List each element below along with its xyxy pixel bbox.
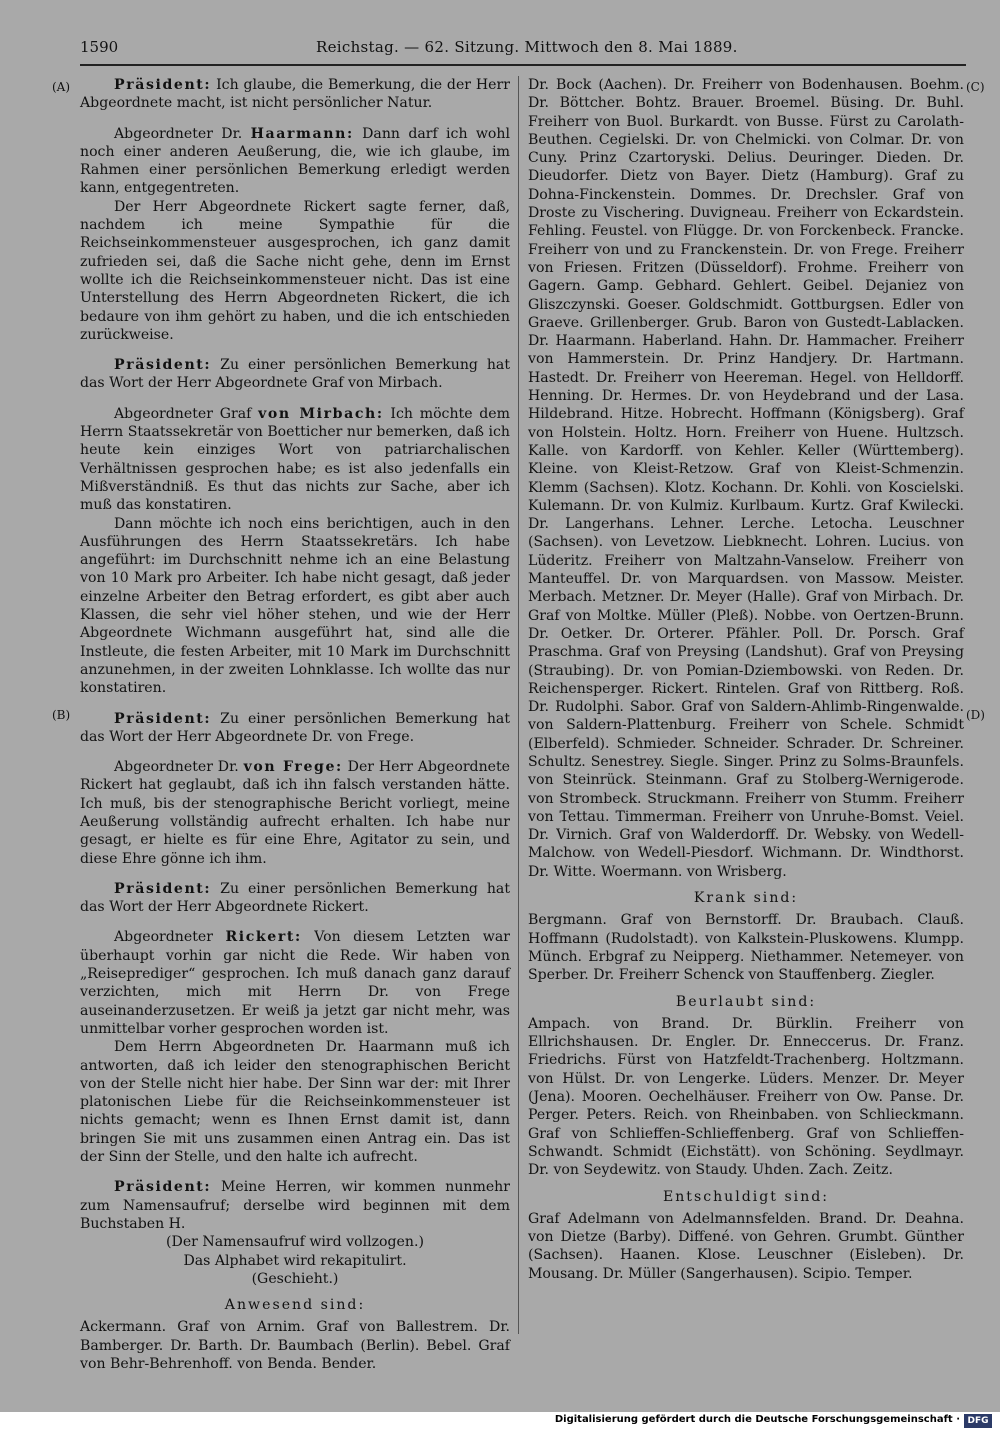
section-heading-excused: Entschuldigt sind:: [662, 1188, 830, 1205]
speaker-label: Präsident:: [114, 357, 212, 374]
left-column: [80, 76, 510, 1373]
stage-direction: (Geschieht.): [251, 1270, 339, 1287]
speaker-intro: Abgeordneter: [114, 929, 226, 946]
speaker-label: Präsident:: [114, 880, 212, 897]
speaker-intro: Abgeordneter Dr.: [114, 125, 251, 142]
paragraph: Dem Herrn Abgeordneten Dr. Haarmann muß ich antworten, daß ich leider den stenographischen Bericht von der Stelle nicht hier habe. Der Sinn war der: mit Ihrer platonischen Liebe für die Reichseinkommensteuer ist nichts gemacht; wenn es Ihnen Ernst damit ist, dann bringen Sie mit uns zusammen einen Antrag ein. Das ist der Sinn der Stelle, und den halte ich aufrecht.: [80, 1039, 510, 1166]
speech-text: Der Herr Abgeordnete Rickert hat geglaubt, daß ich ihn falsch verstanden hätte. Ich muß, bis der stenographische Bericht vorliegt, meine Aeußerung vollständig aufrecht erhalten. Ich habe nur gesagt, er hielte es für eine Ehre, Agitator zu sein, und diese Ehre gönne ich ihm.: [80, 759, 511, 867]
name-list-leave: Ampach. von Brand. Dr. Bürklin. Freiherr von Ellrichshausen. Dr. Engler. Dr. Enneccerus. Dr. Franz. Friedrichs. Fürst von Hatzfeldt-Trachenberg. Holtzmann. von Hülst. Dr. von Lengerke. Lüders. Menzer. Dr. Meyer (Jena). Mooren. Oechelhäuser. Freiherr von Ow. Panse. Dr. Perger. Peters. Reich. von Rheinbaben. von Schlieckmann. Graf von Schlieffen-Schlieffenberg. Graf von Schlieffen-Schwandt. Schmidt (Eichstätt). von Schöning. Seydlmayr. Dr. von Seydewitz. von Staudy. Uhden. Zach. Zeitz.: [528, 1015, 964, 1179]
speech-text: Ich glaube, die Bemerkung, die der Herr Abgeordnete macht, ist nicht persönlicher Natur.: [80, 77, 510, 112]
speech-text: Zu einer persönlichen Bemerkung hat das Wort der Herr Abgeordnete Graf von Mirbach.: [80, 357, 510, 392]
paragraph: [80, 356, 510, 393]
speaker-name: Haarmann:: [250, 125, 354, 142]
speaker-name: von Frege:: [243, 759, 343, 776]
paragraph: [80, 880, 510, 917]
name-list-sick: Bergmann. Graf von Bernstorff. Dr. Braubach. Clauß. Hoffmann (Rudolstadt). von Kalkstein-Pluskowens. Klumpp. Münch. Erbgraf zu Neipperg. Niethammer. Netemeyer. von Sperber. Dr. Freiherr Schenck von Stauffenberg. Ziegler.: [528, 912, 964, 984]
speaker-name: von Mirbach:: [258, 405, 384, 422]
margin-marker-b: (B): [52, 708, 71, 722]
speech-text: Dann darf ich wohl noch einer anderen Aeußerung, die, wie ich glaube, im Rahmen einer persönlichen Bemerkung erledigt werden kann, entgegentreten.: [80, 125, 510, 197]
footer-bar: [0, 1412, 1000, 1432]
paragraph: [80, 125, 510, 198]
stage-direction: (Der Namensaufruf wird vollzogen.): [166, 1234, 424, 1251]
speech-text: Von diesem Letzten war überhaupt vorhin gar nicht die Rede. Wir haben von „Reiseprediger“ gesprochen. Ich muß danach ganz darauf verzichten, mich mit Herrn Dr. von Frege auseinanderzusetzen. Er weiß ja jetzt gar nicht mehr, was unmittelbar vorher gesprochen worden ist.: [80, 929, 511, 1037]
speaker-intro: Abgeordneter Dr.: [114, 759, 244, 776]
speech-text: Meine Herren, wir kommen nunmehr zum Namensaufruf; derselbe wird beginnen mit dem Buchstaben H.: [80, 1179, 510, 1232]
section-heading-leave: Beurlaubt sind:: [675, 993, 817, 1010]
header-rule: [80, 64, 966, 66]
dfg-logo: DFG: [964, 1414, 992, 1428]
name-list-present-cont: Dr. Bock (Aachen). Dr. Freiherr von Bodenhausen. Boehm. Dr. Böttcher. Bohtz. Brauer. Broemel. Büsing. Dr. Buhl. Freiherr von Buol. Burkardt. von Busse. Fürst zu Carolath-Beuthen. Cegielski. Dr. von Chelmicki. von Colmar. Dr. von Cuny. Prinz Czartoryski. Delius. Deuringer. Dieden. Dr. Dieudorfer. Dietz von Bayer. Dietz (Hamburg). Graf zu Dohna-Finckenstein. Dommes. Dr. Drechsler. Graf von Droste zu Vischering. Duvigneau. Freiherr von Eckardstein. Fehling. Feustel. von Flügge. Dr. von Forckenbeck. Francke. Freiherr von und zu Franckenstein. Dr. von Frege. Freiherr von Friesen. Fritzen (Düsseldorf). Frohme. Freiherr von Gagern. Gamp. Gebhard. Gehlert. Geibel. Dejaniez von Gliszczynski. Goeser. Goldschmidt. Gottburgsen. Edler von Graeve. Grillenberger. Grub. Baron von Gustedt-Lablacken. Dr. Haarmann. Haberland. Hahn. Dr. Hammacher. Freiherr von Hammerstein. Dr. Prinz Handjery. Dr. Hartmann. Hastedt. Dr. Freiherr von Heereman. Hegel. von Helldorff. Henning. Dr. Hermes. Dr. von Heydebrand und der Lasa. Hildebrand. Hitze. Hobrecht. Hoffmann (Königsberg). Graf von Holstein. Holtz. Horn. Freiherr von Huene. Hultzsch. Kalle. von Kardorff. von Kehler. Keller (Württemberg). Kleine. von Kleist-Retzow. Graf von Kleist-Schmenzin. Klemm (Sachsen). Klotz. Kochann. Dr. Kohli. von Koscielski. Kulemann. Dr. von Kulmiz. Kurlbaum. Kurtz. Graf Kwilecki. Dr. Langerhans. Lehner. Lerche. Letocha. Leuschner (Sachsen). von Levetzow. Liebknecht. Lohren. Lucius. von Lüderitz. Freiherr von Maltzahn-Vanselow. Freiherr von Manteuffel. Dr. von Marquardsen. von Massow. Meister. Merbach. Metzner. Dr. Meyer (Halle). Graf von Mirbach. Dr. Graf von Moltke. Müller (Pleß). Nobbe. von Oertzen-Brunn. Dr. Oetker. Dr. Orterer. Pfähler. Poll. Dr. Porsch. Graf Praschma. Graf von Preysing (Landshut). Graf von Preysing (Straubing). Dr. von Pomian-Dziembowski. von Reden. Dr. Reichensperger. Rickert. Rintelen. Graf von Rittberg. Roß. Dr. Rudolphi. Sabor. Graf von Saldern-Ahlimb-Ringenwalde. von Saldern-Plattenburg. Freiherr von Schele. Schmidt (Elberfeld). Schmieder. Schneider. Schrader. Dr. Schreiner. Schultz. Senestrey. Siegle. Singer. Prinz zu Solms-Braunfels. von Steinrück. Steinmann. Graf zu Stolberg-Wernigerode. von Strombeck. Struckmann. Freiherr von Stumm. Freiherr von Tettau. Timmerman. Freiherr von Unruhe-Bomst. Veiel. Dr. Virnich. Graf von Walderdorff. Dr. Websky. von Wedell-Malchow. von Wedell-Piesdorf. Wichmann. Dr. Windthorst. Dr. Witte. Woermann. von Wrisberg.: [528, 77, 964, 880]
speech-text: Zu einer persönlichen Bemerkung hat das Wort der Herr Abgeordnete Rickert.: [80, 880, 510, 916]
name-list-present: Ackermann. Graf von Arnim. Graf von Ballestrem. Dr. Bamberger. Dr. Barth. Dr. Baumbach (Berlin). Bebel. Graf von Behr-Behrenhoff. von Benda. Bender.: [80, 1319, 510, 1372]
stage-direction: Das Alphabet wird rekapitulirt.: [183, 1252, 407, 1269]
speaker-label: Präsident:: [114, 77, 212, 93]
paragraph: [80, 928, 510, 1038]
speech-text: Zu einer persönlichen Bemerkung hat das Wort der Herr Abgeordnete Dr. von Frege.: [80, 710, 510, 745]
name-list-excused: Graf Adelmann von Adelmannsfelden. Brand. Dr. Deahna. von Dietze (Barby). Diffené. von Gehren. Grumbt. Günther (Sachsen). Haanen. Klose. Leuschner (Eisleben). Dr. Mousang. Dr. Müller (Sangerhausen). Scipio. Temper.: [528, 1210, 964, 1282]
paragraph: [80, 710, 510, 747]
paragraph: [80, 758, 510, 868]
paragraph: [80, 76, 510, 113]
margin-marker-c: (C): [966, 80, 985, 94]
paragraph: Der Herr Abgeordnete Rickert sagte ferner, daß, nachdem ich meine Sympathie für die Reichseinkommensteuer ausgesprochen, ich ganz damit zufrieden sei, daß die Sache nicht gehe, denn im Ernst wollte ich die Reichseinkommensteuer nicht. Das ist eine Unterstellung des Herrn Abgeordneten Rickert, die ich bedaure von ihm gehört zu haben, und die ich entschieden zurückweise.: [80, 198, 510, 343]
column-divider: [518, 76, 519, 1334]
speaker-name: Rickert:: [225, 929, 302, 946]
right-column: [528, 76, 964, 1283]
section-heading-sick: Krank sind:: [693, 890, 799, 907]
paragraph: [80, 405, 510, 515]
running-title: Reichstag. — 62. Sitzung. Mittwoch den 8. Mai 1889.: [316, 38, 738, 56]
funding-notice: Digitalisierung gefördert durch die Deutsche Forschungsgemeinschaft ·: [554, 1414, 960, 1425]
page-header: [80, 38, 966, 62]
speech-text: Ich möchte dem Herrn Staatssekretär von Boetticher nur bemerken, daß ich heute kein einziges Wort von patriarchalischen Verhältnissen gesprochen habe; es ist also jedenfalls ein Mißverständniß. Es thut das nichts zur Sache, aber ich muß das konstatiren.: [80, 405, 511, 514]
margin-marker-d: (D): [966, 708, 985, 722]
paragraph: [80, 1178, 510, 1233]
section-heading-present: Anwesend sind:: [224, 1297, 366, 1314]
page-number: 1590: [80, 38, 119, 56]
speaker-intro: Abgeordneter Graf: [114, 405, 259, 422]
speaker-label: Präsident:: [114, 710, 212, 727]
paragraph: Dann möchte ich noch eins berichtigen, auch in den Ausführungen des Herrn Staatssekretärs. Ich habe angeführt: im Durchschnitt nehme ich an eine Belastung von 10 Mark pro Arbeiter. Ich habe nicht gesagt, daß jeder einzelne Arbeiter den Betrag erfordert, es gibt aber auch Klassen, die sehr viel höher stehen, und wie der Herr Abgeordnete Wichmann ausgeführt hat, sind alle die Instleute, die festen Arbeiter, mit 10 Mark im Durchschnitt anzunehmen, in der zweiten Lohnklasse. Ich wollte das nur konstatiren.: [80, 515, 510, 697]
margin-marker-a: (A): [52, 80, 71, 94]
speaker-label: Präsident:: [114, 1179, 212, 1196]
